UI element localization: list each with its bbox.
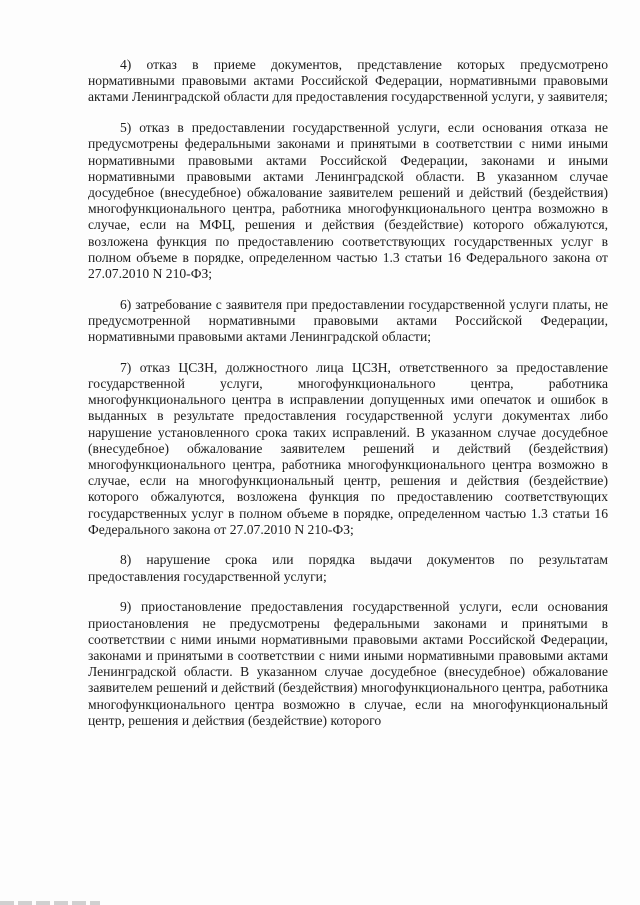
- document-body: [88, 57, 608, 729]
- paragraph-item-4: 4) отказ в приеме документов, представление которых предусмотрено нормативными правовыми актами Российской Федерации, нормативными правовыми актами Ленинградской области для предоставления государственной услуги, у заявителя;: [88, 57, 608, 105]
- paragraph-item-7: 7) отказ ЦСЗН, должностного лица ЦСЗН, ответственного за предоставление государственной услуги, многофункционального центра, работника многофункционального центра в исправлении допущенных ими опечаток и ошибок в выданных в результате предоставления государственной услуги документах либо нарушение установленного срока таких исправлений. В указанном случае досудебное (внесудебное) обжалование заявителем решений и действий (бездействия) многофункционального центра, работника многофункционального центра возможно в случае, если на многофункциональный центр, решения и действия (бездействие) которого обжалуются, возложена функция по предоставлению соответствующих государственных услуг в полном объеме в порядке, определенном частью 1.3 статьи 16 Федерального закона от 27.07.2010 N 210-ФЗ;: [88, 359, 608, 537]
- scan-edge-mark: [0, 901, 100, 905]
- paragraph-item-9: 9) приостановление предоставления государственной услуги, если основания приостановления не предусмотрены федеральными законами и принятыми в соответствии с ними иными нормативными правовыми актами Российской Федерации, законами и принятыми в соответствии с ними иными нормативными правовыми актами Ленинградской области. В указанном случае досудебное (внесудебное) обжалование заявителем решений и действий (бездействия) многофункционального центра, работника многофункционального центра возможно в случае, если на многофункциональный центр, решения и действия (бездействие) которого: [88, 599, 608, 728]
- paragraph-item-8: 8) нарушение срока или порядка выдачи документов по результатам предоставления государственной услуги;: [88, 552, 608, 584]
- paragraph-item-5: 5) отказ в предоставлении государственной услуги, если основания отказа не предусмотрены федеральными законами и принятыми в соответствии с ними иными нормативными правовыми актами Российской Федерации, законами и иными нормативными правовыми актами Ленинградской области. В указанном случае досудебное (внесудебное) обжалование заявителем решений и действий (бездействия) многофункционального центра, работника многофункционального центра возможно в случае, если на МФЦ, решения и действия (бездействие) которого обжалуются, возложена функция по предоставлению соответствующих государственных услуг в полном объеме в порядке, определенном частью 1.3 статьи 16 Федерального закона от 27.07.2010 N 210-ФЗ;: [88, 120, 608, 281]
- paragraph-item-6: 6) затребование с заявителя при предоставлении государственной услуги платы, не предусмотренной нормативными правовыми актами Российской Федерации, нормативными правовыми актами Ленинградской области;: [88, 296, 608, 345]
